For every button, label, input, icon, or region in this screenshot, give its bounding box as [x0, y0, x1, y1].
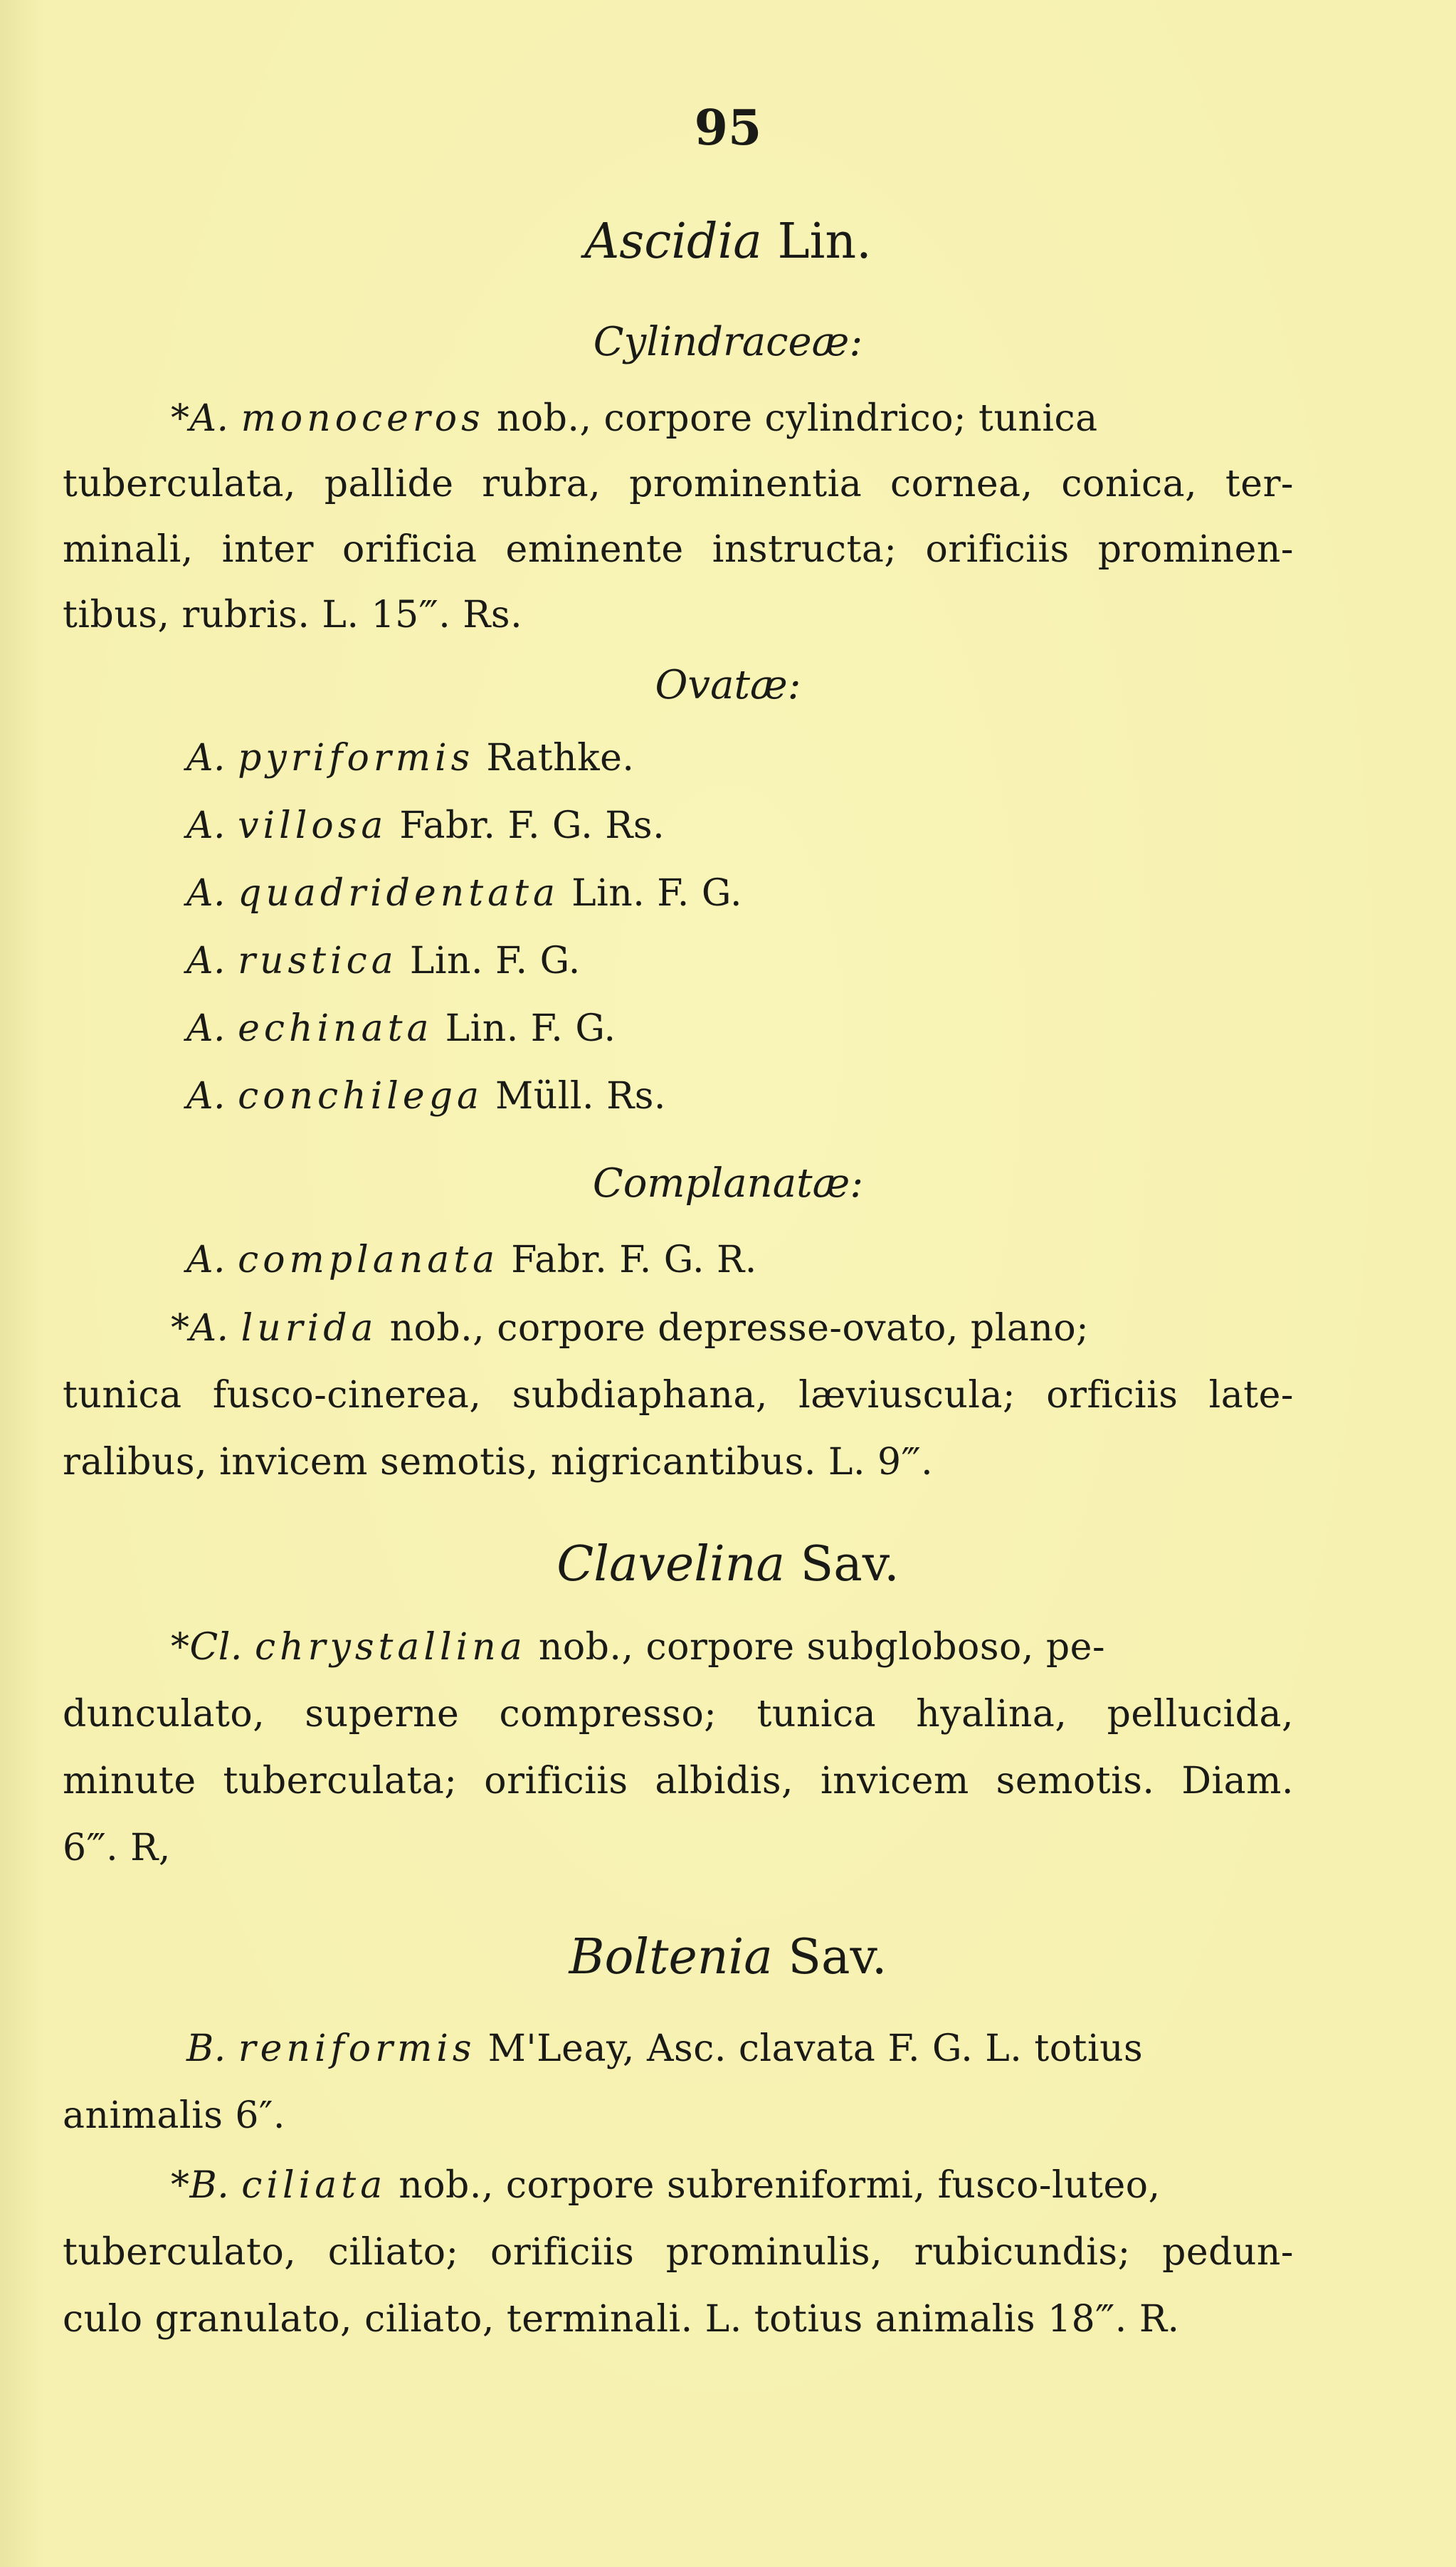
entry-monoceros-line-1: *A. monoceros nob., corpore cylindrico; tunica: [171, 397, 1098, 440]
entry-reniformis-line-1: B. reniformis M'Leay, Asc. clavata F. G. L. totius: [186, 2027, 1144, 2070]
genus-heading-ascidia: Ascidia Lin.: [584, 214, 872, 270]
entry-chrystallina-line-1: *Cl. chrystallina nob., corpore subgloboso, pe-: [171, 1626, 1106, 1669]
section-heading-complanatae: Complanatæ:: [592, 1160, 864, 1207]
entry-ciliata-line-3: culo granulato, ciliato, terminali. L. totius animalis 18‴. R.: [63, 2298, 1180, 2341]
entry-complanata: A. complanata Fabr. F. G. R.: [186, 1239, 757, 1281]
entry-monoceros-line-2: tuberculata, pallide rubra, prominentia cornea, conica, ter-: [63, 463, 1294, 505]
section-heading-cylindraceae: Cylindraceæ:: [593, 319, 863, 365]
entry-conchilega: A. conchilega Müll. Rs.: [186, 1075, 666, 1118]
entry-ciliata-line-1: *B. ciliata nob., corpore subreniformi, fusco-luteo,: [171, 2164, 1161, 2207]
section-heading-ovatae: Ovatæ:: [655, 662, 801, 708]
genus-heading-boltenia: Boltenia Sav.: [569, 1929, 887, 1985]
entry-quadridentata: A. quadridentata Lin. F. G.: [186, 872, 743, 915]
entry-lurida-line-3: ralibus, invicem semotis, nigricantibus. L. 9‴.: [63, 1441, 934, 1484]
entry-reniformis-line-2: animalis 6″.: [63, 2094, 285, 2137]
entry-chrystallina-line-3: minute tuberculata; orificiis albidis, invicem semotis. Diam.: [63, 1760, 1294, 1802]
entry-lurida-line-1: *A. lurida nob., corpore depresse-ovato, plano;: [171, 1307, 1090, 1350]
entry-villosa: A. villosa Fabr. F. G. Rs.: [186, 804, 665, 847]
entry-pyriformis: A. pyriformis Rathke.: [186, 737, 635, 779]
entry-ciliata-line-2: tuberculato, ciliato; orificiis prominulis, rubicundis; pedun-: [63, 2231, 1294, 2274]
entry-lurida-line-2: tunica fusco-cinerea, subdiaphana, læviuscula; orficiis late-: [63, 1374, 1294, 1417]
entry-chrystallina-line-4: 6‴. R,: [63, 1827, 171, 1869]
entry-echinata: A. echinata Lin. F. G.: [186, 1007, 616, 1050]
entry-monoceros-line-4: tibus, rubris. L. 15‴. Rs.: [63, 594, 523, 636]
page-number: 95: [694, 100, 762, 157]
entry-rustica: A. rustica Lin. F. G.: [186, 940, 581, 982]
entry-monoceros-line-3: minali, inter orificia eminente instructa; orificiis prominen-: [63, 528, 1294, 571]
genus-heading-clavelina: Clavelina Sav.: [556, 1536, 900, 1592]
entry-chrystallina-line-2: dunculato, superne compresso; tunica hyalina, pellucida,: [63, 1693, 1294, 1736]
